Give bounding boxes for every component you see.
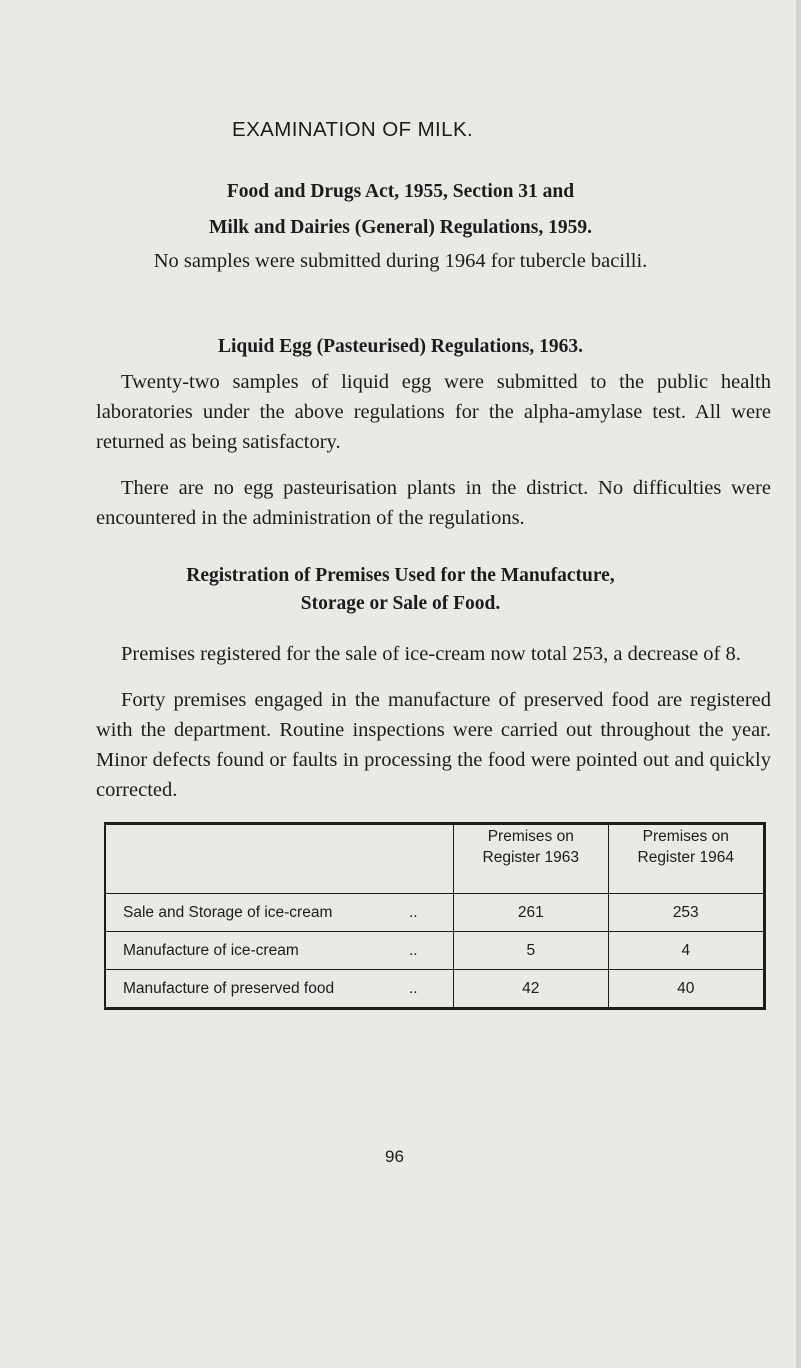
header-blank bbox=[105, 824, 454, 894]
egg-heading: Liquid Egg (Pasteurised) Regulations, 1963. bbox=[217, 336, 584, 357]
leader-dots: .. bbox=[409, 941, 418, 959]
row-label bbox=[105, 894, 454, 932]
leader-dots: .. bbox=[409, 903, 418, 921]
registration-heading-line1: Registration of Premises Used for the Manufacture, bbox=[186, 565, 615, 586]
value-1963: 5 bbox=[454, 932, 608, 970]
milk-heading-line2: Milk and Dairies (General) Regulations, 1959. bbox=[209, 217, 592, 238]
table-row bbox=[105, 970, 765, 1009]
table-row bbox=[105, 894, 765, 932]
registration-section bbox=[96, 639, 771, 805]
header-1963 bbox=[454, 824, 608, 894]
page-title: EXAMINATION OF MILK. bbox=[232, 118, 474, 141]
egg-paragraph-2: There are no egg pasteurisation plants in the district. No difficulties were encountered in the administration of the regulations. bbox=[96, 477, 771, 529]
leader-dots: .. bbox=[409, 979, 418, 997]
milk-heading-line1: Food and Drugs Act, 1955, Section 31 and bbox=[226, 181, 575, 202]
registration-paragraph-1: Premises registered for the sale of ice-cream now total 253, a decrease of 8. bbox=[121, 643, 741, 665]
row-label-text: Manufacture of preserved food bbox=[123, 979, 335, 997]
header-1964-line1: Premises on bbox=[642, 828, 729, 845]
row-label-text: Manufacture of ice-cream bbox=[123, 941, 299, 959]
table-row bbox=[105, 932, 765, 970]
row-label bbox=[105, 932, 454, 970]
page-number: 96 bbox=[385, 1147, 404, 1166]
milk-text: No samples were submitted during 1964 for tubercle bacilli. bbox=[153, 250, 648, 272]
scan-edge bbox=[796, 0, 801, 1368]
header-1963-line2: Register 1963 bbox=[482, 849, 580, 866]
registration-paragraph-2: Forty premises engaged in the manufacture of preserved food are registered with the department. Routine inspections were carried out throughout the year. Minor defects found or faults in processing the food were pointed out and quickly corrected. bbox=[96, 689, 771, 801]
row-label-text: Sale and Storage of ice-cream bbox=[123, 903, 333, 921]
value-1964: 40 bbox=[608, 970, 764, 1009]
premises-register-table bbox=[104, 822, 766, 1010]
value-1964: 253 bbox=[608, 894, 764, 932]
value-1964: 4 bbox=[608, 932, 764, 970]
table-header-row bbox=[105, 824, 765, 894]
row-label bbox=[105, 970, 454, 1009]
header-1963-line1: Premises on bbox=[487, 828, 574, 845]
registration-heading-line2: Storage or Sale of Food. bbox=[300, 593, 501, 614]
value-1963: 42 bbox=[454, 970, 608, 1009]
header-1964-line2: Register 1964 bbox=[637, 849, 735, 866]
egg-paragraph-1: Twenty-two samples of liquid egg were submitted to the public health laboratories under the above regulations for the alpha-amylase test. All were returned as being satisfactory. bbox=[96, 371, 771, 453]
value-1963: 261 bbox=[454, 894, 608, 932]
header-1964 bbox=[608, 824, 764, 894]
egg-section bbox=[96, 367, 771, 533]
